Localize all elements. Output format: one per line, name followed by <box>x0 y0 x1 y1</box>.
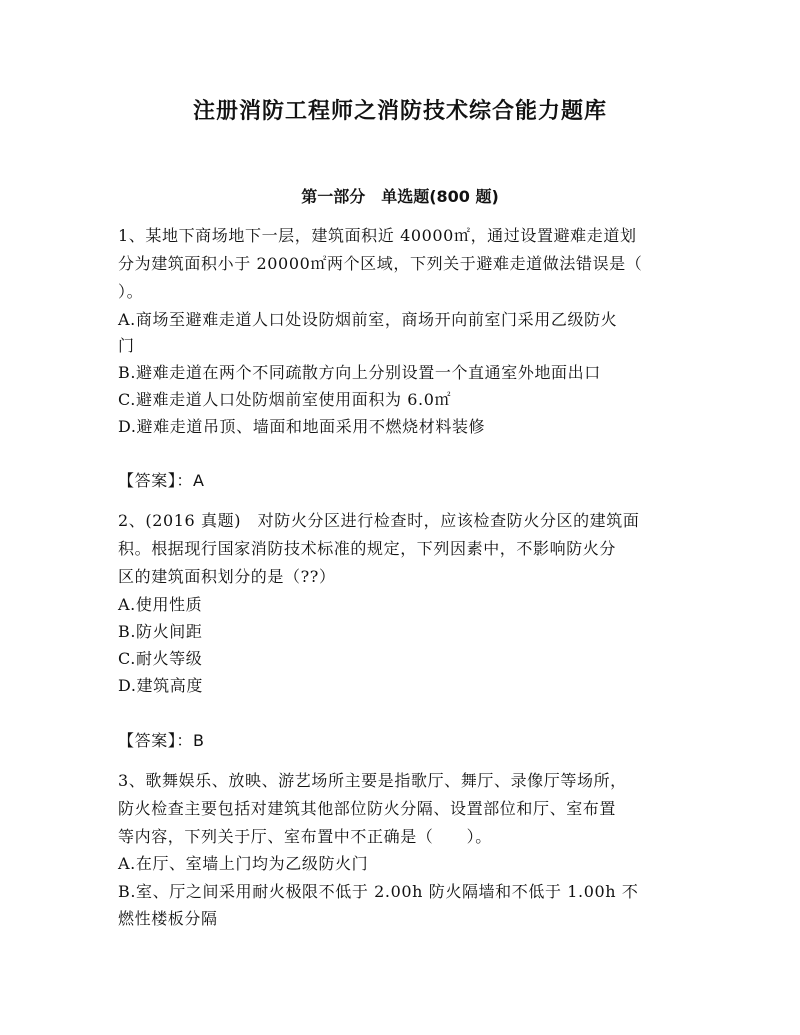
question-1-line-1: 1、某地下商场地下一层，建筑面积近 40000㎡，通过设置避难走道划 <box>118 226 637 245</box>
question-1-line-3: ）。 <box>118 282 144 301</box>
question-1-option-b: B.避难走道在两个不同疏散方向上分别设置一个直通室外地面出口 <box>118 363 601 382</box>
question-2-line-3: 区的建筑面积划分的是（??） <box>118 567 336 586</box>
question-1-option-d: D.避难走道吊顶、墙面和地面采用不燃烧材料装修 <box>118 417 486 436</box>
question-2-option-b: B.防火间距 <box>118 622 203 641</box>
question-2-option-d: D.建筑高度 <box>118 676 203 695</box>
question-1-line-2: 分为建筑面积小于 20000㎡两个区域，下列关于避难走道做法错误是（ <box>118 254 643 273</box>
question-3-option-a: A.在厅、室墙上门均为乙级防火门 <box>118 854 369 873</box>
question-1-option-a: A.商场至避难走道人口处设防烟前室，商场开向前室门采用乙级防火 <box>118 310 618 329</box>
question-3-option-b-cont: 燃性楼板分隔 <box>118 909 218 928</box>
question-2-option-a: A.使用性质 <box>118 595 203 614</box>
question-3-line-1: 3、歌舞娱乐、放映、游艺场所主要是指歌厅、舞厅、录像厅等场所， <box>118 771 627 790</box>
question-3-line-3: 等内容，下列关于厅、室布置中不正确是（ ）。 <box>118 827 492 846</box>
question-1-option-c: C.避难走道人口处防烟前室使用面积为 6.0㎡ <box>118 390 452 409</box>
question-2-line-2: 积。根据现行国家消防技术标准的规定，下列因素中，不影响防火分 <box>118 539 617 558</box>
question-2-answer: 【答案】：B <box>118 731 205 750</box>
document-title: 注册消防工程师之消防技术综合能力题库 <box>192 99 607 124</box>
section-heading: 第一部分 单选题(800 题) <box>301 187 499 206</box>
question-3-line-2: 防火检查主要包括对建筑其他部位防火分隔、设置部位和厅、室布置 <box>118 799 617 818</box>
question-2-line-1: 2、(2016 真题) 对防火分区进行检查时，应该检查防火分区的建筑面 <box>118 511 640 530</box>
question-1-answer: 【答案】：A <box>118 471 205 490</box>
question-1-option-a-cont: 门 <box>118 336 135 355</box>
question-3-option-b: B.室、厅之间采用耐火极限不低于 2.00h 防火隔墙和不低于 1.00h 不 <box>118 882 639 901</box>
question-2-option-c: C.耐火等级 <box>118 649 203 668</box>
